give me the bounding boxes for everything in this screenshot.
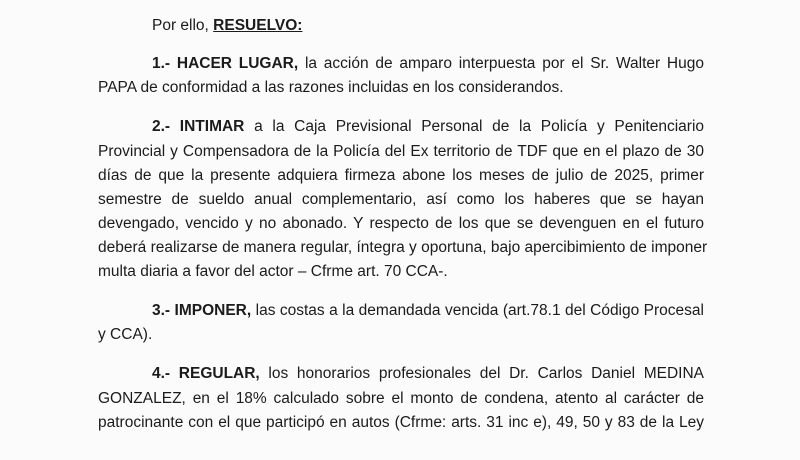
item-3-text: las costas a la demandada vencida (art.78.1 del Código Procesal [255, 302, 704, 319]
item-1-number: 1.- [152, 55, 171, 72]
item-1-line-2: PAPA de conformidad a las razones incluidas en los considerandos. [98, 79, 564, 96]
item-3-first-line [152, 301, 704, 321]
item-4-keyword: REGULAR, [178, 365, 260, 382]
item-3-keyword: IMPONER, [174, 302, 252, 319]
item-4-first-line [152, 364, 704, 384]
resuelvo-heading: RESUELVO: [213, 17, 303, 34]
item-4-line-2: GONZALEZ, en el 18% calculado sobre el monto de condena, atento al carácter de [98, 390, 704, 407]
item-2-line-7: multa diaria a favor del actor – Cfrme art. 70 CCA-. [98, 263, 448, 280]
item-3-number: 3.- [152, 302, 171, 319]
item-2-line-2: Provincial y Compensadora de la Policía del Ex territorio de TDF que en el plazo de 30 [98, 143, 704, 160]
item-4-number: 4.- [152, 365, 171, 382]
intro-prefix: Por ello, [152, 17, 214, 34]
item-1-keyword: HACER LUGAR, [176, 55, 299, 72]
intro-line [152, 16, 302, 36]
item-3-line-2: y CCA). [98, 326, 153, 343]
item-1-first-line [152, 54, 704, 74]
item-4-line-3: patrocinante con el que participó en autos (Cfrme: arts. 31 inc e), 49, 50 y 83 de la Ley [98, 414, 704, 431]
item-2-first-line [152, 117, 704, 137]
item-2-line-6: deberá realizarse de manera regular, íntegra y oportuna, bajo apercibimiento de imponer [98, 239, 708, 256]
item-2-line-4: semestre de sueldo anual complementario, así como los haberes que se hayan [98, 191, 704, 208]
item-2-keyword: INTIMAR [179, 118, 245, 135]
item-2-text: a la Caja Previsional Personal de la Policía y Penitenciario [254, 118, 705, 135]
item-2-line-3: días de que la presente adquiera firmeza abone los meses de julio de 2025, primer [98, 167, 704, 184]
item-2-number: 2.- [152, 118, 171, 135]
item-1-text: la acción de amparo interpuesta por el Sr. Walter Hugo [304, 55, 704, 72]
item-4-text: los honorarios profesionales del Dr. Carlos Daniel MEDINA [268, 365, 704, 382]
item-2-line-5: devengado, vencido y no abonado. Y respecto de los que se devenguen en el futuro [98, 215, 704, 232]
